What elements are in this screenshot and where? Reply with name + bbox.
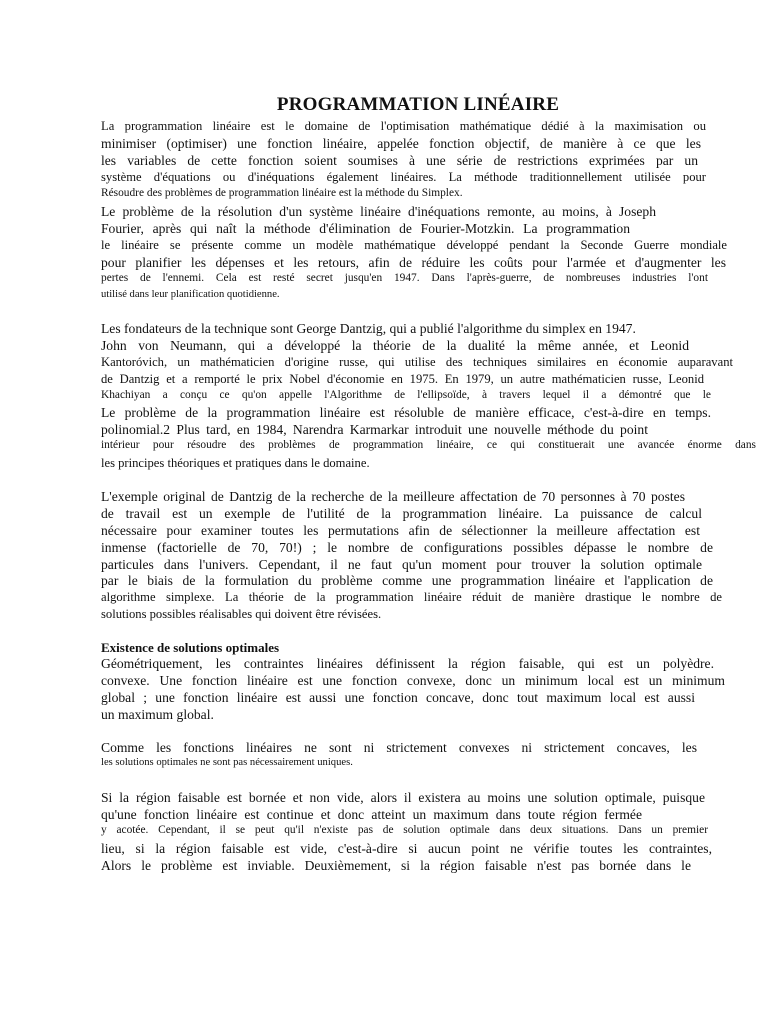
text-line: de Dantzig et a remporté le prix Nobel d'économie en 1975. En 1979, un autre mathématicien russe, Leonid (101, 372, 704, 386)
text-line: Résoudre des problèmes de programmation linéaire est la méthode du Simplex. (101, 187, 463, 199)
text-line: les variables de cette fonction soient soumises à une série de restrictions exprimées par un (101, 153, 698, 168)
text-line: Géométriquement, les contraintes linéaires définissent la région faisable, qui est un polyèdre. (101, 656, 714, 671)
text-line: de travail est un exemple de l'utilité de la programmation linéaire. La puissance de calcul (101, 506, 702, 521)
text-line: le linéaire se présente comme un modèle mathématique développé pendant la Seconde Guerre mondiale (101, 238, 727, 252)
text-line: algorithme simplexe. La théorie de la programmation linéaire réduit de manière drastique le nombre de (101, 590, 722, 604)
text-line: Les fondateurs de la technique sont George Dantzig, qui a publié l'algorithme du simplex en 1947. (101, 321, 636, 336)
text-line: minimiser (optimiser) une fonction linéaire, appelée fonction objectif, de manière à ce que les (101, 136, 701, 151)
section-heading: Existence de solutions optimales (101, 640, 280, 655)
text-line: un maximum global. (101, 707, 214, 722)
text-line: inmense (factorielle de 70, 70!) ; le nombre de configurations possibles dépasse le nombre de (101, 540, 713, 555)
text-line: Le problème de la résolution d'un système linéaire d'inéquations remonte, au moins, à Joseph (101, 204, 656, 219)
text-line: Fourier, après qui naît la méthode d'élimination de Fourier-Motzkin. La programmation (101, 221, 630, 236)
text-line: John von Neumann, qui a développé la théorie de la dualité la même année, et Leonid (101, 338, 689, 353)
text-line: Si la région faisable est bornée et non vide, alors il existera au moins une solution optimale, puisque (101, 790, 705, 805)
text-line: global ; une fonction linéaire est aussi une fonction concave, donc tout maximum local est aussi (101, 690, 695, 705)
text-line: nécessaire pour examiner toutes les permutations afin de sélectionner la meilleure affectation est (101, 523, 700, 538)
text-line: Comme les fonctions linéaires ne sont ni strictement convexes ni strictement concaves, les (101, 740, 697, 755)
text-line: intérieur pour résoudre des problèmes de programmation linéaire, ce qui constituerait une avancée énorme dans (101, 439, 756, 451)
text-line: Alors le problème est inviable. Deuxièmement, si la région faisable n'est pas bornée dans le (101, 858, 691, 873)
text-line: Kantoróvich, un mathématicien d'origine russe, qui utilise des techniques similaires en économie auparavant (101, 355, 733, 369)
text-line: Le problème de la programmation linéaire est résoluble de manière efficace, c'est-à-dire en temps. (101, 405, 711, 420)
text-line: pertes de l'ennemi. Cela est resté secret jusqu'en 1947. Dans l'après-guerre, de nombreuses industries l'ont (101, 272, 708, 284)
text-line: L'exemple original de Dantzig de la recherche de la meilleure affectation de 70 personnes à 70 postes (101, 489, 685, 504)
document-title: PROGRAMMATION LINÉAIRE (276, 94, 560, 115)
text-line: les solutions optimales ne sont pas nécessairement uniques. (101, 757, 353, 768)
text-line: qu'une fonction linéaire est continue et donc atteint un maximum dans toute région fermée (101, 807, 642, 822)
text-line: solutions possibles réalisables qui doivent être révisées. (101, 607, 382, 621)
text-line: par le biais de la formulation du problème comme une programmation linéaire et l'application de (101, 573, 713, 588)
text-line: y acotée. Cependant, il se peut qu'il n'existe pas de solution optimale dans deux situations. Dans un premier (101, 824, 708, 836)
text-line: polinomial.2 Plus tard, en 1984, Narendra Karmarkar introduit une nouvelle méthode du point (101, 422, 648, 437)
text-line: particules dans l'univers. Cependant, il ne faut qu'un moment pour trouver la solution optimale (101, 557, 702, 572)
text-line: pour planifier les dépenses et les retours, afin de réduire les coûts pour l'armée et d'augmenter les (101, 255, 726, 270)
text-line: lieu, si la région faisable est vide, c'est-à-dire si aucun point ne vérifie toutes les contraintes, (101, 841, 712, 856)
text-line: utilisé dans leur planification quotidienne. (101, 289, 280, 300)
text-line: Khachiyan a conçu ce qu'on appelle l'Algorithme de l'ellipsoïde, à travers lequel il a démontré que le (101, 389, 711, 401)
text-line: convexe. Une fonction linéaire est une fonction convexe, donc un minimum local est un minimum (101, 673, 725, 688)
text-line: système d'équations ou d'inéquations également linéaires. La méthode traditionnellement utilisée pour (101, 170, 706, 184)
text-line: La programmation linéaire est le domaine de l'optimisation mathématique dédié à la maximisation ou (101, 119, 706, 133)
text-line: les principes théoriques et pratiques dans le domaine. (101, 456, 370, 470)
